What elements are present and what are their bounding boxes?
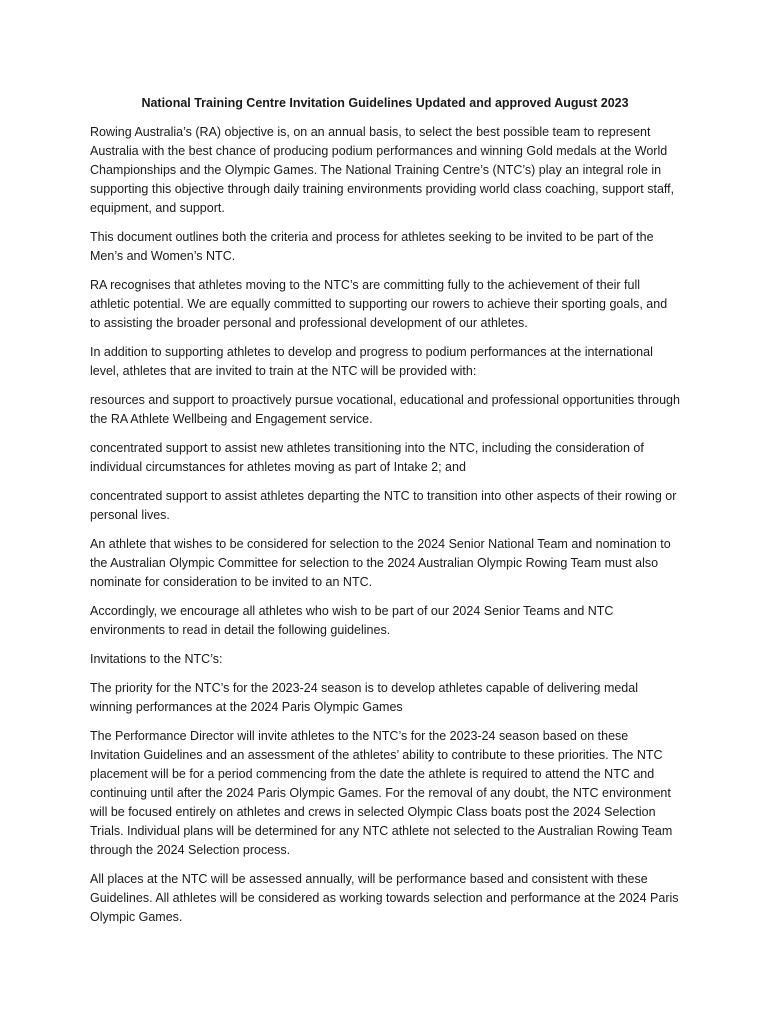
- paragraph-support-transition-in: concentrated support to assist new athletes transitioning into the NTC, including the consideration of individual circumstances for athletes moving as part of Intake 2; and: [90, 441, 644, 474]
- section-heading-invitations: Invitations to the NTC’s:: [90, 652, 223, 666]
- paragraph-priority: The priority for the NTC’s for the 2023-24 season is to develop athletes capable of delivering medal winning performances at the 2024 Paris Olympic Games: [90, 681, 638, 714]
- paragraph-nomination: An athlete that wishes to be considered for selection to the 2024 Senior National Team and nomination to the Australian Olympic Committee for selection to the 2024 Australian Olympic Rowing Team must also nominate for consideration to be invited to an NTC.: [90, 537, 671, 589]
- paragraph-performance-director: The Performance Director will invite athletes to the NTC’s for the 2023-24 season based on these Invitation Guidelines and an assessment of the athletes’ ability to contribute to these priorities. The NTC placement will be for a period commencing from the date the athlete is required to attend the NTC and continuing until after the 2024 Paris Olympic Games. For the removal of any doubt, the NTC environment will be focused entirely on athletes and crews in selected Olympic Class boats post the 2024 Selection Trials. Individual plans will be determined for any NTC athlete not selected to the Australian Rowing Team through the 2024 Selection process.: [90, 729, 673, 857]
- document-title: National Training Centre Invitation Guidelines Updated and approved August 2023: [141, 96, 629, 110]
- paragraph-support-intro: In addition to supporting athletes to develop and progress to podium performances at the international level, athletes that are invited to train at the NTC will be provided with:: [90, 345, 653, 378]
- paragraph-encouragement: Accordingly, we encourage all athletes who wish to be part of our 2024 Senior Teams and NTC environments to read in detail the following guidelines.: [90, 604, 614, 637]
- paragraph-support-resources: resources and support to proactively pursue vocational, educational and professional opportunities through the RA Athlete Wellbeing and Engagement service.: [90, 393, 680, 426]
- paragraph-commitment: RA recognises that athletes moving to the NTC’s are committing fully to the achievement of their full athletic potential. We are equally committed to supporting our rowers to achieve their sporting goals, and to assisting the broader personal and professional development of our athletes.: [90, 278, 668, 330]
- paragraph-annual-assessment: All places at the NTC will be assessed annually, will be performance based and consistent with these Guidelines. All athletes will be considered as working towards selection and performance at the 2024 Paris Olympic Games.: [90, 872, 679, 924]
- paragraph-support-transition-out: concentrated support to assist athletes departing the NTC to transition into other aspects of their rowing or personal lives.: [90, 489, 677, 522]
- document-page: [90, 90, 680, 937]
- paragraph-document-outline: This document outlines both the criteria and process for athletes seeking to be invited to be part of the Men’s and Women’s NTC.: [90, 230, 654, 263]
- paragraph-objective: Rowing Australia’s (RA) objective is, on an annual basis, to select the best possible team to represent Australia with the best chance of producing podium performances and winning Gold medals at the World Championships and the Olympic Games. The National Training Centre’s (NTC’s) play an integral role in supporting this objective through daily training environments providing world class coaching, support staff, equipment, and support.: [90, 125, 675, 215]
